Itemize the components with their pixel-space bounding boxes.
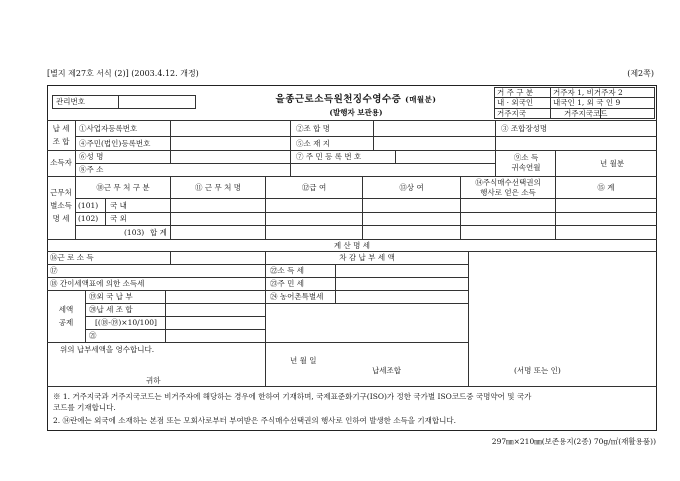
col-workplace-name: ⑪ 근 무 처 명 (194, 183, 242, 192)
deduct-title: 차 감 납 부 세 액 (339, 253, 395, 262)
credit-group-label-1: 세액 (58, 305, 74, 314)
residence-country-label: 거주지국 (497, 109, 526, 118)
col-total: ⑮ 계 (597, 183, 615, 192)
calc-title: 계 산 명 세 (333, 241, 371, 250)
confirm-payer: 납세조합 (372, 366, 401, 375)
earner-address-label: ⑧주 소 (79, 165, 104, 174)
confirm-to: 귀하 (146, 376, 161, 385)
note-1b: 코드를 기재합니다. (53, 403, 116, 412)
row-total-label: 합 계 (150, 228, 167, 237)
foreign-paid-label: ⑲외 국 납 부 (89, 292, 133, 301)
col-stock-option-2: 행사로 얻은 소득 (480, 188, 536, 197)
tax-association-label: ⑳납 세 조 합 (89, 305, 133, 314)
tax-association-formula: [(⑱-⑲)×10/100] (95, 318, 157, 327)
association-address-label: ⑤소 재 지 (296, 139, 331, 148)
income-group-label-1: 근무처 (50, 188, 72, 197)
income-period-label-2: 귀속연월 (511, 163, 541, 172)
col-salary: ⑫급 여 (301, 183, 327, 192)
form-title: 을종근로소득원천징수영수증 (매월분) (275, 94, 437, 105)
resident-type-label: 거 주 구 분 (497, 88, 534, 97)
biz-reg-no-label: ①사업자등록번호 (79, 124, 138, 133)
residence-country-code-label: 거주지국코드 (564, 109, 608, 118)
col-workplace-type: ⑩근 무 처 구 분 (96, 183, 150, 192)
income-period-label: ⑨소 득 (513, 153, 539, 162)
simplified-tax-label: ⑱ 간이세액표에 의한 소득세 (50, 279, 145, 288)
earner-name-label: ⑥성 명 (79, 152, 104, 161)
credit-group-label-2: 공제 (58, 318, 74, 327)
nationality-value: 내국인 1, 외 국 인 9 (553, 98, 621, 107)
income-group-label-3: 명 세 (52, 214, 70, 223)
deduct-rural-tax-label: ㉔ 농어촌특별세 (270, 292, 324, 301)
col-bonus: ⑬상 여 (399, 183, 424, 192)
form-subtitle: (발행자 보관용) (329, 108, 383, 117)
payer-group-label-2: 조 합 (52, 137, 70, 146)
earned-income-label: ⑯근 로 소 득 (50, 253, 94, 262)
corp-reg-no-label: ④주민(법인)등록번호 (79, 139, 151, 148)
earner-group-label: 소득자 (50, 158, 72, 167)
confirm-sign: (서명 또는 인) (514, 366, 561, 375)
form-number: [별지 제27호 서식 (2)] (2003.4.12. 개정) (47, 69, 199, 78)
note-2: 2. ⑭란에는 외국에 소재하는 본점 또는 모회사로부터 부여받은 주식매수선택권의 행사로 인하여 발생한 소득을 기재합니다. (53, 416, 457, 425)
deduct-resident-tax-label: ㉓주 민 세 (270, 279, 305, 288)
row-foreign-label: 국 외 (110, 214, 127, 223)
page-number: (제2쪽) (627, 69, 654, 78)
confirm-date: 년 월 일 (290, 356, 317, 365)
note-1a: ※ 1. 거주지국과 거주지국코드는 비거주자에 해당하는 경우에 한하여 기재하며, 국제표준화기구(ISO)가 정한 국가별 ISO코드중 국명약어 및 국가 (53, 392, 532, 401)
col-stock-option-1: ⑭주식매수선택권의 (475, 178, 541, 187)
row-foreign-code: (102) (78, 214, 99, 223)
row-total-code: (103) (124, 228, 145, 237)
paper-spec: 297㎜×210㎜(보존용지(2종) 70g/㎡(재활용품)) (491, 437, 656, 446)
earner-rrn-label: ⑦ 주 민 등 록 번 호 (296, 152, 362, 161)
association-name-label: ②조 합 명 (296, 124, 331, 133)
credit-line-21-label: ㉑ (89, 331, 97, 340)
calc-line-17-label: ⑰ (50, 266, 58, 275)
resident-type-value: 거주자 1, 비거주자 2 (553, 88, 623, 97)
association-head-label: ③ 조합장성명 (501, 124, 548, 133)
row-domestic-code: (101) (78, 201, 99, 210)
confirm-text: 위의 납부세액을 영수합니다. (60, 345, 155, 354)
payer-group-label-1: 납 세 (52, 124, 70, 133)
income-period-value: 년 월분 (600, 159, 625, 168)
management-number-label: 관리번호 (56, 97, 85, 106)
nationality-label: 내 · 외국인 (497, 98, 534, 107)
deduct-income-tax-label: ㉒소 득 세 (270, 266, 305, 275)
row-domestic-label: 국 내 (110, 201, 127, 210)
income-group-label-2: 별소득 (50, 201, 72, 210)
